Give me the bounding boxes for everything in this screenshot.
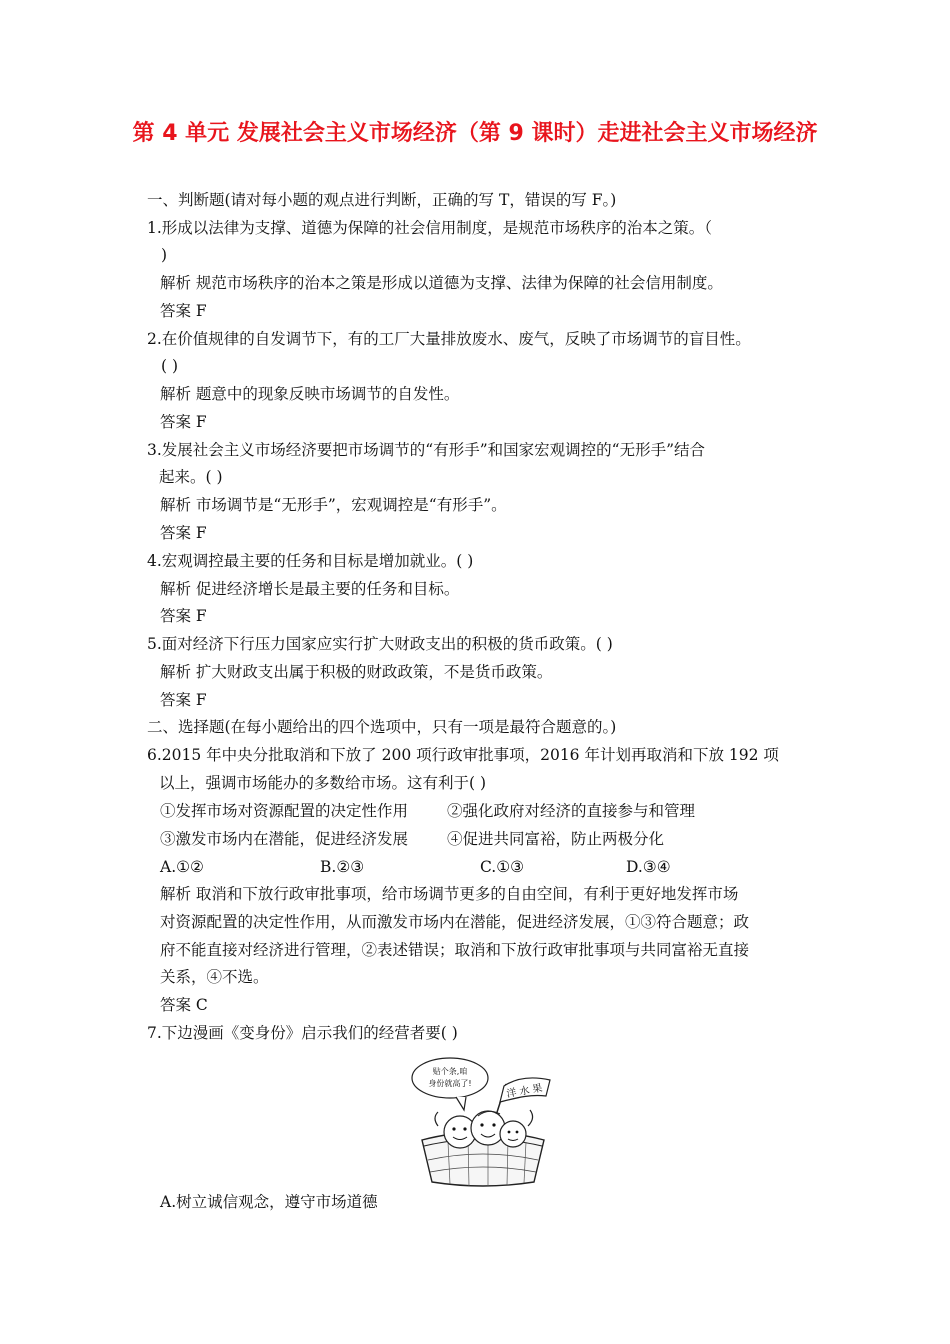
q1-answer: 答案 F [160,302,207,320]
q4-answer: 答案 F [160,607,207,625]
q6-option-a: A.①② [160,858,204,876]
cartoon-bubble-line2: 身份就高了! [428,1079,472,1088]
choice-section-heading: 二、选择题(在每小题给出的四个选项中，只有一项是最符合题意的。) [147,718,617,736]
q3-answer: 答案 F [160,524,207,542]
q1-text: 1.形成以法律为支撑、道德为保障的社会信用制度，是规范市场秩序的治本之策。（ [147,219,713,237]
q6-item-3: ③激发市场内在潜能，促进经济发展 [160,830,409,848]
q4-analysis: 解析 促进经济增长是最主要的任务和目标。 [160,580,460,598]
q6-text-cont: 以上，强调市场能办的多数给市场。这有利于( ) [159,774,487,792]
q5-analysis: 解析 扩大财政支出属于积极的财政政策，不是货币政策。 [160,663,553,681]
q6-analysis-3: 府不能直接对经济进行管理，②表述错误；取消和下放行政审批事项与共同富裕无直接 [160,941,750,959]
q6-text: 6.2015 年中央分批取消和下放了 200 项行政审批事项，2016 年计划再取消和下放 192 项 [147,746,779,764]
q6-option-c: C.①③ [480,858,525,876]
q7-option-a: A.树立诚信观念，遵守市场道德 [160,1193,378,1211]
q7-text: 7.下边漫画《变身份》启示我们的经营者要( ) [147,1024,458,1042]
cartoon-bubble-line1: 贴个条,咱 [432,1067,468,1076]
q6-analysis-1: 解析 取消和下放行政审批事项，给市场调节更多的自由空间，有利于更好地发挥市场 [160,885,739,903]
cartoon-flag-label: 洋 水 果 [505,1082,544,1101]
q6-answer: 答案 C [160,996,208,1014]
q3-analysis: 解析 市场调节是“无形手”，宏观调控是“有形手”。 [160,496,507,514]
q1-analysis: 解析 规范市场秩序的治本之策是形成以道德为支撑、法律为保障的社会信用制度。 [160,274,723,292]
q2-answer: 答案 F [160,413,207,431]
q3-text: 3.发展社会主义市场经济要把市场调节的“有形手”和国家宏观调控的“无形手”结合 [147,441,705,459]
judge-section-heading: 一、判断题(请对每小题的观点进行判断，正确的写 T，错误的写 F。) [147,191,617,209]
q5-answer: 答案 F [160,691,207,709]
q6-item-2: ②强化政府对经济的直接参与和管理 [447,802,696,820]
q3-text-cont: 起来。( ) [159,468,223,486]
q6-option-d: D.③④ [626,858,671,876]
q6-analysis-4: 关系，④不选。 [160,968,269,986]
q1-text-cont: ) [161,246,168,264]
q6-option-b: B.②③ [320,858,365,876]
q4-text: 4.宏观调控最主要的任务和目标是增加就业。( ) [147,552,474,570]
q6-analysis-2: 对资源配置的决定性作用，从而激发市场内在潜能，促进经济发展，①③符合题意；政 [160,913,750,931]
q2-analysis: 解析 题意中的现象反映市场调节的自发性。 [160,385,460,403]
page-title: 第 4 单元 发展社会主义市场经济（第 9 课时）走进社会主义市场经济 [132,121,818,146]
q5-text: 5.面对经济下行压力国家应实行扩大财政支出的积极的货币政策。( ) [147,635,613,653]
q2-text: 2.在价值规律的自发调节下，有的工厂大量排放废水、废气，反映了市场调节的盲目性。 [147,330,751,348]
q6-item-1: ①发挥市场对资源配置的决定性作用 [160,802,409,820]
q2-text-cont: ( ) [161,357,179,375]
q6-item-4: ④促进共同富裕，防止两极分化 [447,830,665,848]
cartoon-image [408,1056,558,1188]
